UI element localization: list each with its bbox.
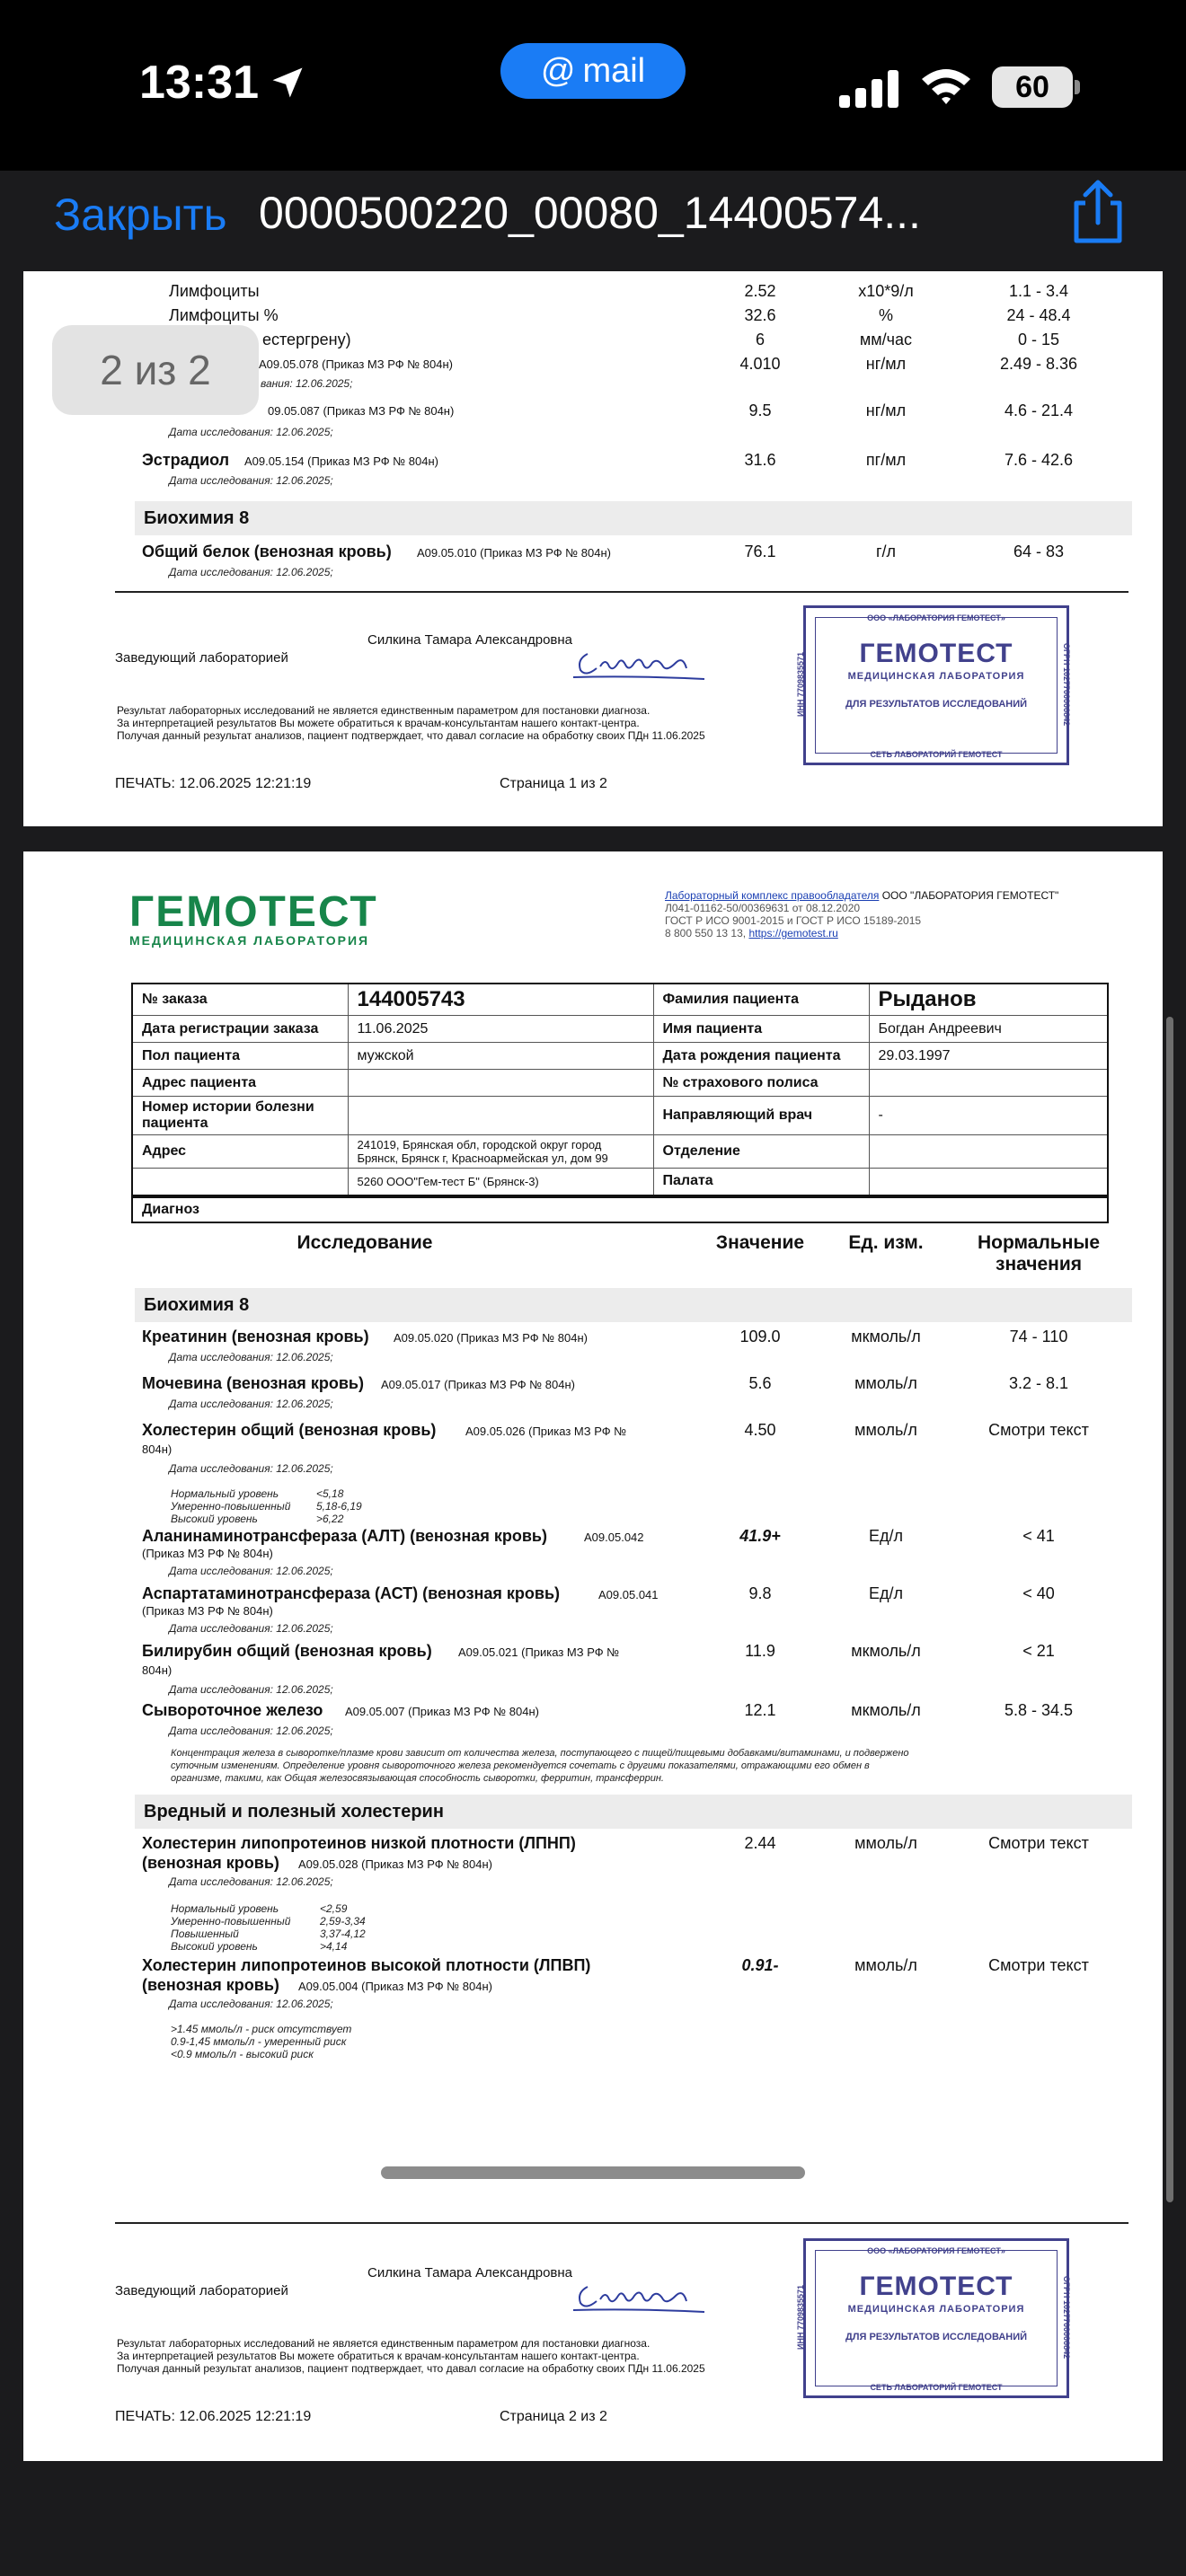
test-code: А09.05.042 (584, 1531, 644, 1544)
test-date: Дата исследования: 12.06.2025; (169, 1622, 333, 1635)
reference-label: Умеренно-повышенный (171, 1500, 291, 1513)
test-code: (Приказ МЗ РФ № 804н) (142, 1547, 273, 1560)
section-heading: Вредный и полезный холестерин (144, 1802, 444, 1822)
test-code: А09.05.020 (Приказ МЗ РФ № 804н) (394, 1331, 588, 1345)
test-value: 4.010 (739, 355, 781, 373)
test-name: Общий белок (венозная кровь) (142, 543, 392, 560)
test-value: 6 (755, 331, 765, 348)
test-date: Дата исследования: 12.06.2025; (169, 1998, 333, 2010)
test-name: Эстрадиол (142, 451, 230, 469)
col-unit: Ед. изм. (848, 1232, 924, 1253)
test-code: (Приказ МЗ РФ № 804н) (142, 1604, 273, 1618)
test-name: Лимфоциты % (169, 306, 279, 324)
test-name: Аспартатаминотрансфераза (АСТ) (венозная кровь) (142, 1584, 561, 1602)
test-norm: 24 - 48.4 (1006, 306, 1071, 324)
test-norm: < 40 (1022, 1584, 1055, 1602)
test-norm: Смотри текст (988, 1956, 1089, 1974)
history-label: Номер истории болезни пациента (132, 1097, 348, 1135)
wifi-icon (920, 66, 972, 106)
test-date: Дата исследования: 12.06.2025; (169, 1398, 333, 1410)
signature-image (570, 636, 713, 686)
page-number: Страница 1 из 2 (500, 776, 607, 791)
lab-site-link[interactable]: https://gemotest.ru (748, 927, 838, 940)
test-unit: Ед/л (868, 1527, 903, 1545)
cellular-signal-icon (839, 70, 902, 108)
test-code: А09.05.010 (Приказ МЗ РФ № 804н) (417, 546, 611, 560)
test-value: 11.9 (745, 1642, 775, 1660)
section-band (135, 501, 1132, 535)
test-name: Креатинин (венозная кровь) (142, 1328, 369, 1345)
patient-address-label: Адрес пациента (132, 1070, 348, 1097)
test-norm: 0 - 15 (1017, 331, 1060, 348)
page-indicator-badge: 2 из 2 (52, 325, 259, 415)
office-name: 5260 ООО"Гем-тест Б" (Брянск-3) (348, 1169, 653, 1195)
test-code: 804н) (142, 1442, 173, 1456)
test-unit: нг/мл (865, 401, 907, 419)
mail-label: mail (582, 51, 646, 90)
head-label: Заведующий лабораторией (115, 650, 288, 666)
test-name-2: (венозная кровь) (142, 1854, 279, 1872)
test-value: 2.44 (744, 1834, 776, 1852)
test-norm: 3.2 - 8.1 (1008, 1374, 1069, 1392)
print-timestamp: ПЕЧАТЬ: 12.06.2025 12:21:19 (115, 2409, 312, 2424)
test-code: А09.05.007 (Приказ МЗ РФ № 804н) (345, 1705, 539, 1718)
test-unit: ммоль/л (854, 1421, 917, 1439)
section-heading: Биохимия 8 (144, 508, 250, 528)
page-number: Страница 2 из 2 (500, 2409, 607, 2424)
col-test: Исследование (296, 1232, 433, 1253)
doctor-label: Направляющий врач (653, 1097, 869, 1135)
department-label: Отделение (653, 1135, 869, 1169)
history-number (348, 1097, 653, 1135)
lab-phone: 8 800 550 13 13, (665, 927, 747, 940)
reference-label: Нормальный уровень (171, 1902, 279, 1915)
test-unit: Ед/л (868, 1584, 903, 1602)
test-value: 9.8 (748, 1584, 772, 1602)
test-date: Дата исследования: 12.06.2025; (169, 1351, 333, 1363)
reference-label: Повышенный (171, 1928, 239, 1940)
lab-stamp: ООО «ЛАБОРАТОРИЯ ГЕМОТЕСТ» ГЕМОТЕСТ МЕДИЦИНСКАЯ ЛАБОРАТОРИЯ ДЛЯ РЕЗУЛЬТАТОВ ИССЛЕДОВАНИЙ СЕТЬ ЛАБОРАТОРИЙ ГЕМОТЕСТ ИНН 7709835571 ОГРН 1027700006842 (803, 605, 1069, 765)
sex-label: Пол пациента (132, 1043, 348, 1070)
divider (115, 591, 1128, 593)
reference-label: Высокий уровень (171, 1513, 258, 1525)
test-norm: 64 - 83 (1013, 543, 1065, 560)
test-date: Дата исследования: 12.06.2025; (169, 1565, 333, 1577)
test-code: А09.05.028 (Приказ МЗ РФ № 804н) (298, 1857, 492, 1871)
test-unit: г/л (875, 543, 897, 560)
test-norm: < 21 (1022, 1642, 1055, 1660)
section-band (135, 1288, 1132, 1322)
test-value-flagged: 41.9+ (739, 1527, 781, 1545)
iron-note-line: организме, такими, как Общая железосвязывающая способность сыворотки, ферритин, трансферрин. (171, 1773, 664, 1784)
test-unit: % (878, 306, 893, 324)
test-unit: ммоль/л (854, 1956, 917, 1974)
patient-name: Богдан Андреевич (869, 1016, 1108, 1043)
lab-info-text: ООО "ЛАБОРАТОРИЯ ГЕМОТЕСТ" (881, 889, 1059, 902)
gemotest-logo: ГЕМОТЕСТ МЕДИЦИНСКАЯ ЛАБОРАТОРИЯ (129, 888, 378, 948)
test-name: Холестерин липопротеинов низкой плотности (ЛПНП) (142, 1834, 576, 1852)
disclaimer-line: Результат лабораторных исследований не является единственным параметром для постановки диагноза. (117, 2337, 651, 2350)
col-value: Значение (715, 1232, 805, 1253)
test-value: 109.0 (739, 1328, 781, 1345)
office-address-label: Адрес (132, 1135, 348, 1169)
patient-info-table (131, 983, 1109, 1196)
home-indicator[interactable] (381, 2166, 805, 2179)
test-unit: нг/мл (865, 355, 907, 373)
test-unit: x10*9/л (858, 282, 914, 300)
clock: 13:31 (139, 57, 259, 109)
order-label: № заказа (132, 984, 348, 1016)
test-code: 804н) (142, 1663, 173, 1677)
test-norm: Смотри текст (988, 1834, 1089, 1852)
print-timestamp: ПЕЧАТЬ: 12.06.2025 12:21:19 (115, 776, 312, 791)
reference-value: >4,14 (320, 1940, 348, 1953)
patient-sex: мужской (348, 1043, 653, 1070)
lab-stamp: ООО «ЛАБОРАТОРИЯ ГЕМОТЕСТ» ГЕМОТЕСТ МЕДИЦИНСКАЯ ЛАБОРАТОРИЯ ДЛЯ РЕЗУЛЬТАТОВ ИССЛЕДОВАНИЙ СЕТЬ ЛАБОРАТОРИЙ ГЕМОТЕСТ ИНН 7709835571 ОГРН 1027700006842 (803, 2238, 1069, 2398)
test-value: 9.5 (748, 401, 772, 419)
test-value: 31.6 (744, 451, 776, 469)
test-code: А09.05.017 (Приказ МЗ РФ № 804н) (381, 1378, 575, 1391)
test-name: Холестерин липопротеинов высокой плотности (ЛПВП) (142, 1956, 591, 1974)
reference-value: <2,59 (320, 1902, 348, 1915)
test-value: 12.1 (744, 1701, 776, 1719)
name-label: Имя пациента (653, 1016, 869, 1043)
diagnosis-field: Диагноз (131, 1196, 1109, 1223)
patient-surname: Рыданов (869, 984, 1108, 1016)
document-title: 0000500220_00080_14400574... (259, 188, 921, 238)
test-date: Дата исследования: 12.06.2025; (169, 1683, 333, 1696)
test-unit: мкмоль/л (851, 1642, 921, 1660)
head-name: Силкина Тамара Александровна (367, 2265, 573, 2280)
reference-line: <0.9 ммоль/л - высокий риск (171, 2048, 314, 2060)
test-code: А09.05.041 (598, 1588, 659, 1601)
test-norm: 74 - 110 (1009, 1328, 1068, 1345)
test-value: 4.50 (744, 1421, 776, 1439)
col-norm: Нормальные (977, 1232, 1101, 1253)
reg-date: 11.06.2025 (348, 1016, 653, 1043)
test-norm: 4.6 - 21.4 (1004, 401, 1074, 419)
pdf-page-2 (23, 851, 1163, 2461)
reference-line: 0.9-1,45 ммоль/л - умеренный риск (171, 2035, 347, 2048)
test-norm: 1.1 - 3.4 (1008, 282, 1069, 300)
order-number: 144005743 (348, 984, 653, 1016)
divider (115, 2222, 1128, 2224)
disclaimer-line: Получая данный результат анализов, пациент подтверждает, что давал согласие на обработку своих ПДн 11.06.2025 (117, 729, 705, 742)
test-norm: Смотри текст (988, 1421, 1089, 1439)
at-icon: @ (540, 51, 576, 90)
test-unit: мкмоль/л (851, 1328, 921, 1345)
test-code: А09.05.021 (Приказ МЗ РФ № (458, 1645, 620, 1659)
battery-nub (1075, 80, 1080, 94)
surname-label: Фамилия пациента (653, 984, 869, 1016)
test-name-2: (венозная кровь) (142, 1976, 279, 1994)
signature-image (570, 2269, 713, 2319)
test-name: Мочевина (венозная кровь) (142, 1374, 364, 1392)
department (869, 1135, 1108, 1169)
lab-gost: ГОСТ Р ИСО 9001-2015 и ГОСТ Р ИСО 15189-2015 (665, 914, 922, 927)
test-value: 5.6 (748, 1374, 772, 1392)
reg-date-label: Дата регистрации заказа (132, 1016, 348, 1043)
reference-value: 2,59-3,34 (320, 1915, 366, 1928)
test-date: вания: 12.06.2025; (261, 377, 353, 390)
test-name: Аланинаминотрансфераза (АЛТ) (венозная кровь) (142, 1527, 547, 1545)
test-value: 2.52 (744, 282, 776, 300)
ward-label: Палата (653, 1169, 869, 1195)
lab-info-line (665, 889, 1058, 902)
reference-value: 5,18-6,19 (316, 1500, 362, 1513)
test-date: Дата исследования: 12.06.2025; (169, 474, 333, 487)
test-unit: ммоль/л (854, 1834, 917, 1852)
close-button[interactable]: Закрыть (54, 190, 227, 240)
iron-note-line: Концентрация железа в сыворотке/плазме крови зависит от количества железа, поступающего с пищей/пищевыми добавками/витаминами, и подвержено (171, 1748, 909, 1759)
test-code: А09.05.004 (Приказ МЗ РФ № 804н) (298, 1980, 492, 1993)
test-code: А09.05.078 (Приказ МЗ РФ № 804н) (259, 357, 453, 371)
lab-contacts (665, 927, 838, 940)
disclaimer-line: Результат лабораторных исследований не является единственным параметром для постановки диагноза. (117, 704, 651, 717)
disclaimer-line: За интерпретацией результатов Вы можете обратиться к врачам-консультантам нашего контакт-центра. (117, 717, 640, 729)
test-norm: < 41 (1022, 1527, 1055, 1545)
lab-complex-link[interactable]: Лабораторный комплекс правообладателя (665, 889, 880, 902)
share-icon[interactable] (1067, 180, 1128, 244)
policy-label: № страхового полиса (653, 1070, 869, 1097)
test-date: Дата исследования: 12.06.2025; (169, 1725, 333, 1737)
test-date: Дата исследования: 12.06.2025; (169, 426, 333, 438)
disclaimer-line: Получая данный результат анализов, пациент подтверждает, что давал согласие на обработку своих ПДн 11.06.2025 (117, 2362, 705, 2375)
test-unit: мм/час (859, 331, 913, 348)
lab-license: Л041-01162-50/00369631 от 08.12.2020 (665, 902, 861, 914)
test-code: А09.05.026 (Приказ МЗ РФ № (465, 1425, 627, 1438)
ward (869, 1169, 1108, 1195)
test-code: 09.05.087 (Приказ МЗ РФ № 804н) (268, 404, 455, 418)
test-value-flagged: 0.91- (741, 1956, 779, 1974)
test-norm: 5.8 - 34.5 (1004, 1701, 1074, 1719)
head-label: Заведующий лабораторией (115, 2283, 288, 2298)
test-name: Лимфоциты (169, 282, 260, 300)
patient-dob: 29.03.1997 (869, 1043, 1108, 1070)
mail-pill[interactable] (500, 43, 686, 99)
test-date: Дата исследования: 12.06.2025; (169, 566, 333, 578)
test-value: 76.1 (744, 543, 776, 560)
reference-label: Умеренно-повышенный (171, 1915, 291, 1928)
disclaimer-line: За интерпретацией результатов Вы можете обратиться к врачам-консультантам нашего контакт-центра. (117, 2350, 640, 2362)
test-code: А09.05.154 (Приказ МЗ РФ № 804н) (244, 454, 438, 468)
reference-label: Высокий уровень (171, 1940, 258, 1953)
reference-value: 3,37-4,12 (320, 1928, 366, 1940)
reference-value: <5,18 (316, 1487, 344, 1500)
patient-address (348, 1070, 653, 1097)
test-value: 32.6 (744, 306, 776, 324)
dob-label: Дата рождения пациента (653, 1043, 869, 1070)
test-date: Дата исследования: 12.06.2025; (169, 1462, 333, 1475)
scrollbar[interactable] (1166, 1017, 1173, 2202)
head-name: Силкина Тамара Александровна (367, 632, 573, 648)
test-date: Дата исследования: 12.06.2025; (169, 1875, 333, 1888)
section-heading: Биохимия 8 (144, 1295, 250, 1315)
test-norm: 7.6 - 42.6 (1004, 451, 1074, 469)
battery-indicator: 60 (992, 66, 1073, 108)
office-address: 241019, Брянская обл, городской округ город Брянск, Брянск г, Красноармейская ул, дом 99 (348, 1135, 653, 1169)
col-norm-2: значения (996, 1254, 1082, 1275)
test-name: Холестерин общий (венозная кровь) (142, 1421, 437, 1439)
referring-doctor: - (869, 1097, 1108, 1135)
test-name: Сывороточное железо (142, 1701, 323, 1719)
pdf-viewer[interactable] (0, 271, 1186, 2576)
policy-number (869, 1070, 1108, 1097)
test-norm: 2.49 - 8.36 (999, 355, 1078, 373)
test-unit: пг/мл (865, 451, 907, 469)
test-name: Билирубин общий (венозная кровь) (142, 1642, 432, 1660)
location-arrow-icon (268, 63, 307, 102)
reference-label: Нормальный уровень (171, 1487, 279, 1500)
reference-value: >6,22 (316, 1513, 344, 1525)
test-name: естергрену) (262, 331, 351, 348)
test-unit: ммоль/л (854, 1374, 917, 1392)
iron-note-line: суточным изменениям. Определение уровня сывороточного железа рекомендуется сочетать с другими показателями, отражающими его обмен в (171, 1760, 870, 1771)
test-unit: мкмоль/л (851, 1701, 921, 1719)
reference-line: >1.45 ммоль/л - риск отсутствует (171, 2023, 352, 2035)
